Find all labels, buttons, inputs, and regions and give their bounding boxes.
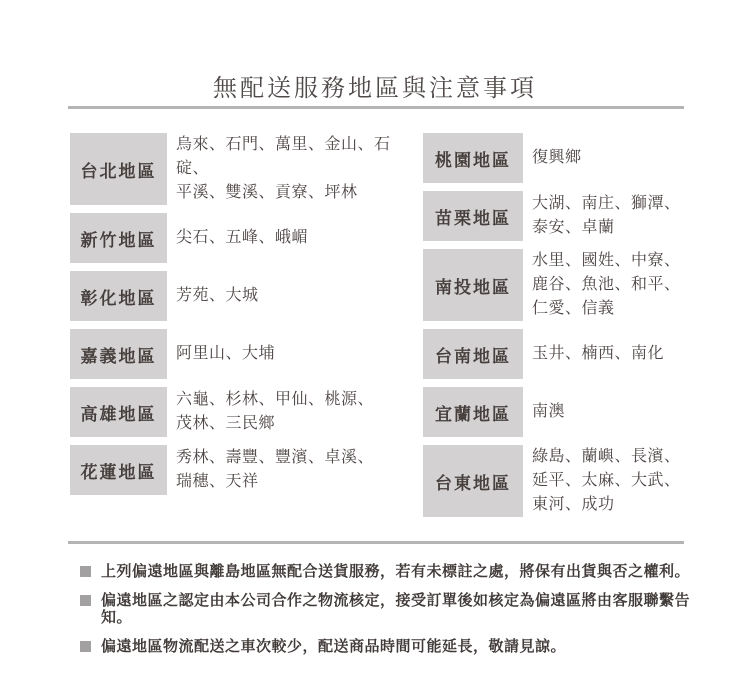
note-text: 偏遠地區物流配送之車次較少，配送商品時間可能延長，敬請見諒。 bbox=[101, 638, 567, 655]
square-bullet-icon bbox=[80, 595, 91, 606]
region-areas: 玉井、楠西、南化 bbox=[532, 345, 665, 362]
region-row-left-1 bbox=[70, 213, 423, 263]
region-label: 嘉義地區 bbox=[70, 329, 167, 379]
region-label: 彰化地區 bbox=[70, 271, 167, 321]
region-label: 高雄地區 bbox=[70, 387, 167, 437]
region-label: 台北地區 bbox=[70, 133, 167, 205]
region-row-right-2 bbox=[423, 249, 686, 321]
region-label: 苗栗地區 bbox=[423, 191, 523, 241]
page-title: 無配送服務地區與注意事項 bbox=[213, 75, 537, 102]
note-item-1 bbox=[80, 592, 720, 626]
region-label: 南投地區 bbox=[423, 249, 523, 321]
title-divider bbox=[68, 106, 684, 109]
region-row-right-3 bbox=[423, 329, 686, 379]
note-item-2 bbox=[80, 638, 720, 655]
notes-divider bbox=[68, 541, 684, 544]
region-areas: 水里、國姓、中寮、 鹿谷、魚池、和平、 仁愛、信義 bbox=[532, 252, 681, 317]
region-areas: 秀林、壽豐、豐濱、卓溪、 瑞穗、天祥 bbox=[176, 449, 375, 490]
region-label: 台東地區 bbox=[423, 445, 523, 517]
region-areas: 大湖、南庄、獅潭、 泰安、卓蘭 bbox=[532, 195, 681, 236]
region-label: 新竹地區 bbox=[70, 213, 167, 263]
region-label: 桃園地區 bbox=[423, 133, 523, 183]
region-areas: 芳苑、大城 bbox=[176, 287, 259, 304]
region-areas: 南澳 bbox=[532, 403, 566, 420]
region-areas: 烏來、石門、萬里、金山、石碇、 平溪、雙溪、貢寮、坪林 bbox=[176, 136, 391, 201]
region-row-right-1 bbox=[423, 191, 686, 241]
region-row-left-2 bbox=[70, 271, 423, 321]
square-bullet-icon bbox=[80, 641, 91, 652]
region-label: 宜蘭地區 bbox=[423, 387, 523, 437]
note-text: 偏遠地區之認定由本公司合作之物流核定，接受訂單後如核定為偏遠區將由客服聯繫告知。 bbox=[101, 592, 691, 626]
region-label: 花蓮地區 bbox=[70, 445, 167, 495]
region-row-left-0 bbox=[70, 133, 423, 205]
region-row-right-4 bbox=[423, 387, 686, 437]
region-column-right bbox=[423, 133, 686, 525]
region-areas: 復興鄉 bbox=[532, 149, 582, 166]
region-row-left-5 bbox=[70, 445, 423, 495]
region-areas: 尖石、五峰、峨嵋 bbox=[176, 229, 309, 246]
region-row-left-3 bbox=[70, 329, 423, 379]
note-item-0 bbox=[80, 563, 720, 580]
region-label: 台南地區 bbox=[423, 329, 523, 379]
region-areas: 阿里山、大埔 bbox=[176, 345, 276, 362]
region-areas: 六龜、杉林、甲仙、桃源、 茂林、三民鄉 bbox=[176, 391, 375, 432]
square-bullet-icon bbox=[80, 566, 91, 577]
region-row-right-0 bbox=[423, 133, 686, 183]
notes-list bbox=[80, 563, 720, 667]
region-column-left bbox=[70, 133, 423, 503]
region-row-right-5 bbox=[423, 445, 686, 517]
region-columns bbox=[70, 133, 686, 525]
region-row-left-4 bbox=[70, 387, 423, 437]
note-text: 上列偏遠地區與離島地區無配合送貨服務，若有未標註之處，將保有出貨與否之權利。 bbox=[101, 563, 691, 580]
region-areas: 綠島、蘭嶼、長濱、 延平、太麻、大武、 東河、成功 bbox=[532, 448, 681, 513]
